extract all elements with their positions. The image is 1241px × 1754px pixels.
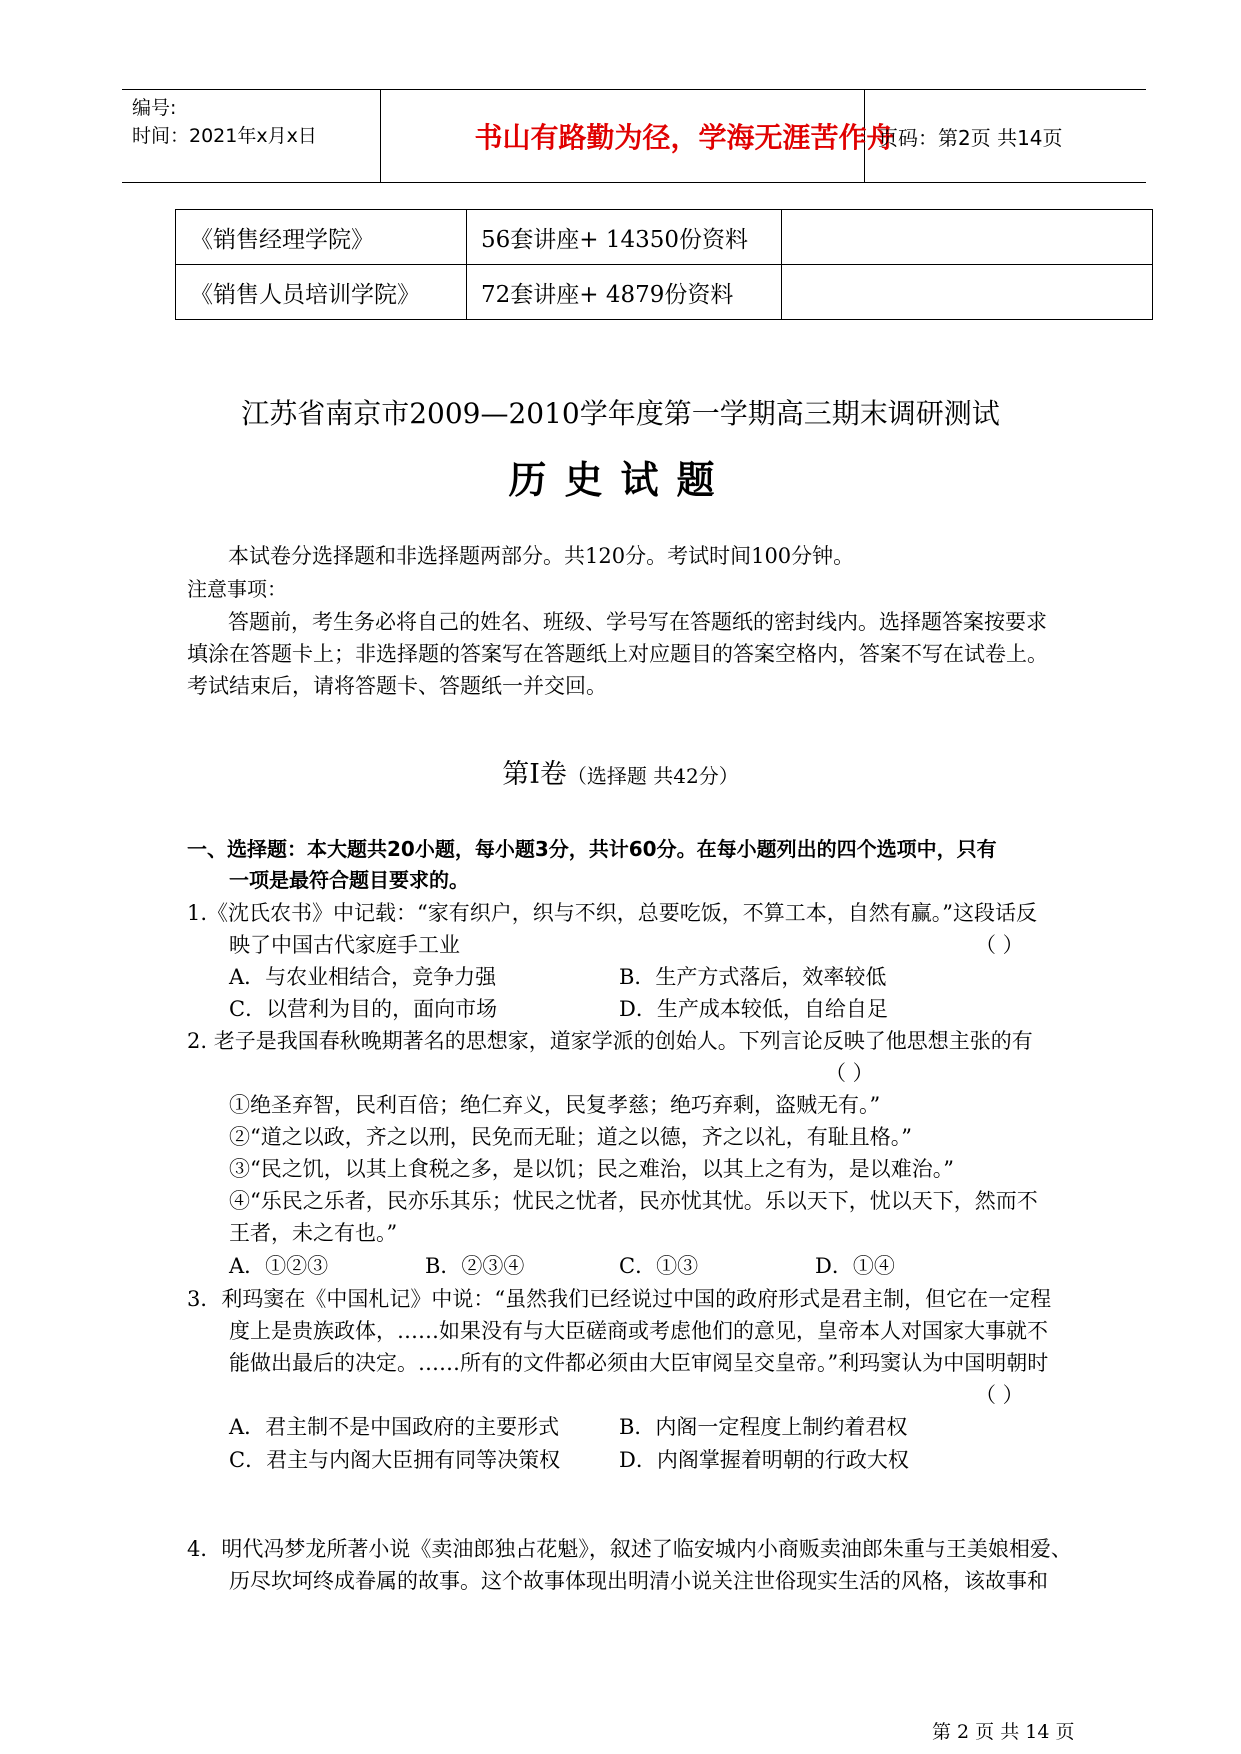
header-meta [132, 94, 317, 150]
option-d: D．①④ [815, 1254, 895, 1278]
date-line: 时间：2021年x月x日 [132, 125, 317, 147]
instruction-line: 一、选择题：本大题共20小题，每小题3分，共计60分。在每小题列出的四个选项中，只有 [187, 837, 997, 861]
option-c: C．以营利为目的，面向市场 [229, 997, 498, 1021]
question-3-text: 度上是贵族政体，……如果没有与大臣磋商或考虑他们的意见，皇帝本人对国家大事就不 [229, 1319, 1048, 1343]
answer-paren: （ ） [975, 1383, 1024, 1407]
question-4-text: 历尽坎坷终成眷属的故事。这个故事体现出明清小说关注世俗现实生活的风格，该故事和 [229, 1569, 1048, 1593]
answer-paren: （ ） [825, 1061, 874, 1085]
quote-item: ①绝圣弃智，民利百倍；绝仁弃义，民复孝慈；绝巧弃剩，盗贼无有。” [229, 1093, 881, 1117]
option-d: D．内阁掌握着明朝的行政大权 [619, 1448, 909, 1472]
question-3-text: 3．利玛窦在《中国札记》中说：“虽然我们已经说过中国的政府形式是君主制，但它在一定程 [187, 1287, 1052, 1311]
section-title: 第Ⅰ卷 [502, 759, 567, 790]
option-a: A．君主制不是中国政府的主要形式 [229, 1415, 560, 1439]
section-subtitle: （选择题 共42分） [566, 764, 739, 788]
option-c: C．君主与内阁大臣拥有同等决策权 [229, 1448, 561, 1472]
question-3-text: 能做出最后的决定。……所有的文件都必须由大臣审阅呈交皇帝。”利玛窦认为中国明朝时 [229, 1351, 1049, 1375]
exam-intro: 本试卷分选择题和非选择题两部分。共120分。考试时间100分钟。 [228, 544, 855, 568]
quote-item: ③“民之饥，以其上食税之多，是以饥；民之难治，以其上之有为，是以难治。” [229, 1157, 954, 1181]
exam-title: 江苏省南京市2009—2010学年度第一学期高三期末调研测试 [241, 397, 1000, 430]
notice-line: 答题前，考生务必将自己的姓名、班级、学号写在答题纸的密封线内。选择题答案按要求 [228, 610, 1047, 634]
table-cell: 《销售经理学院》 [176, 210, 467, 265]
option-c: C．①③ [619, 1254, 699, 1278]
question-1-text: 映了中国古代家庭手工业 [229, 933, 460, 957]
table-cell: 56套讲座+ 14350份资料 [467, 210, 782, 265]
resource-table [175, 209, 1153, 320]
option-b: B．内阁一定程度上制约着君权 [619, 1415, 908, 1439]
page-info: 页码：第2页 共14页 [878, 126, 1063, 150]
option-b: B．生产方式落后，效率较低 [619, 965, 887, 989]
serial-label: 编号: [132, 97, 177, 119]
subject-title: 历史试题 [508, 457, 733, 502]
question-1-text: 1.《沈氏农书》中记载：“家有织户，织与不织，总要吃饭，不算工本，自然有赢。”这段话反 [187, 901, 1038, 925]
table-cell [782, 265, 1153, 320]
notice-line: 填涂在答题卡上；非选择题的答案写在答题纸上对应题目的答案空格内，答案不写在试卷上。 [187, 642, 1048, 666]
table-row [176, 210, 1153, 265]
table-cell: 72套讲座+ 4879份资料 [467, 265, 782, 320]
question-2-text: 2. 老子是我国春秋晚期著名的思想家，道家学派的创始人。下列言论反映了他思想主张的有 [187, 1029, 1033, 1053]
instruction-line: 一项是最符合题目要求的。 [229, 868, 469, 892]
table-cell [782, 210, 1153, 265]
motto: 书山有路勤为径，学海无涯苦作舟 [474, 121, 895, 154]
quote-item: 王者，未之有也。” [229, 1221, 398, 1245]
option-b: B．②③④ [425, 1254, 525, 1278]
quote-item: ④“乐民之乐者，民亦乐其乐；忧民之忧者，民亦忧其忧。乐以天下，忧以天下，然而不 [229, 1189, 1038, 1213]
page-footer: 第 2 页 共 14 页 [932, 1721, 1075, 1743]
notice-label: 注意事项： [187, 577, 287, 601]
header-divider [380, 90, 381, 182]
table-cell: 《销售人员培训学院》 [176, 265, 467, 320]
table-row [176, 265, 1153, 320]
option-a: A．与农业相结合，竞争力强 [229, 965, 497, 989]
page-header [122, 89, 1146, 183]
section-heading [0, 752, 1241, 791]
option-a: A．①②③ [229, 1254, 329, 1278]
quote-item: ②“道之以政，齐之以刑，民免而无耻；道之以德，齐之以礼，有耻且格。” [229, 1125, 912, 1149]
option-d: D．生产成本较低，自给自足 [619, 997, 888, 1021]
notice-line: 考试结束后，请将答题卡、答题纸一并交回。 [187, 674, 607, 698]
question-4-text: 4．明代冯梦龙所著小说《卖油郎独占花魁》，叙述了临安城内小商贩卖油郎朱重与王美娘相爱、 [187, 1537, 1072, 1561]
answer-paren: （ ） [975, 933, 1024, 957]
